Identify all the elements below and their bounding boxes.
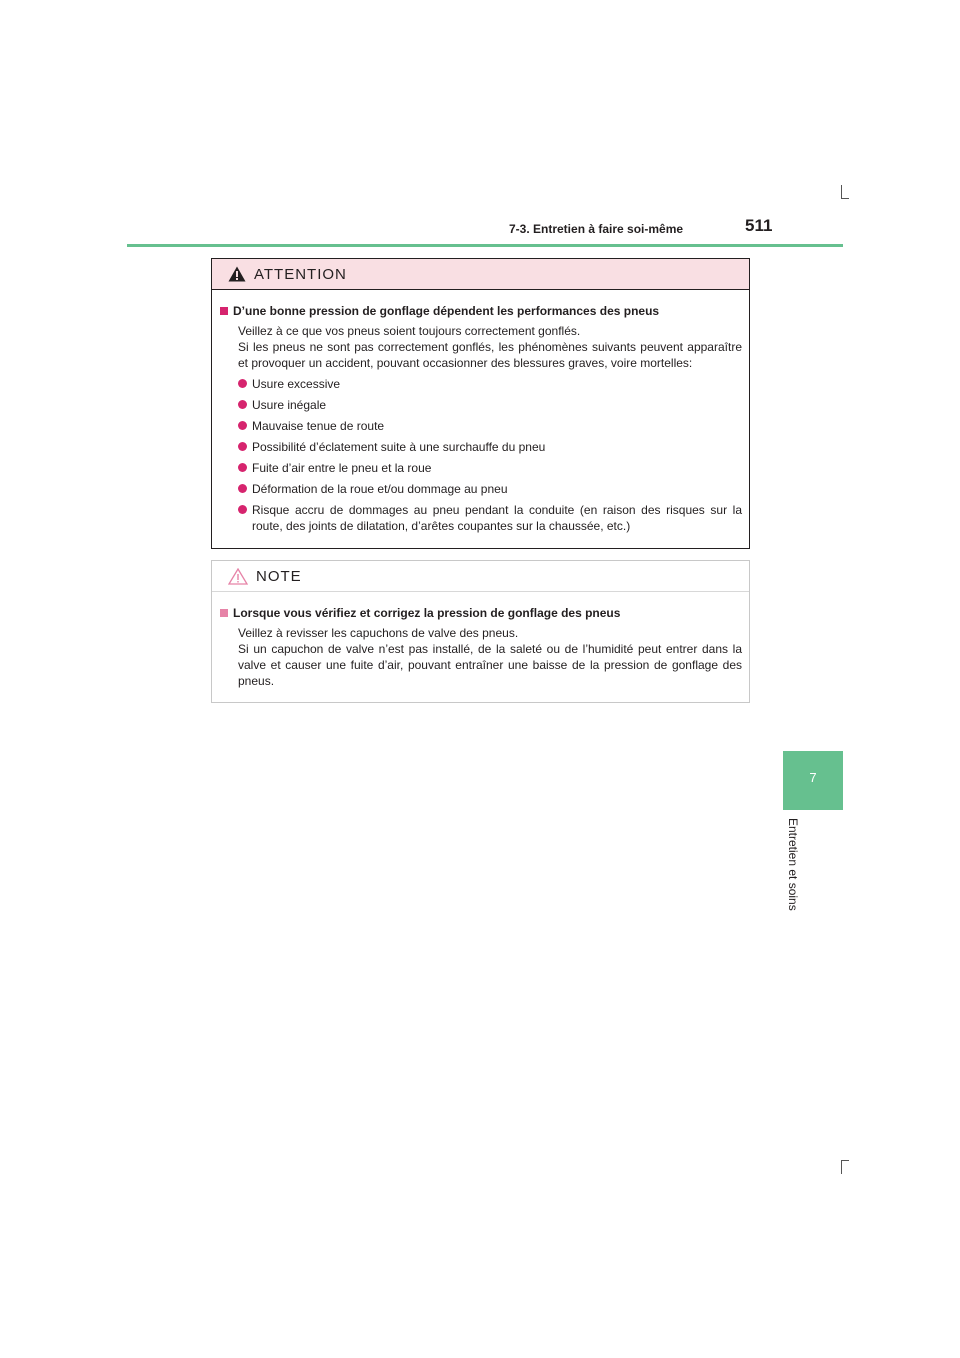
attention-subheading <box>219 303 742 319</box>
list-item <box>219 397 742 413</box>
warning-triangle-outline-icon <box>228 568 248 585</box>
list-item <box>219 502 742 534</box>
crop-mark-bottom <box>841 1160 842 1174</box>
attention-bullet-list <box>219 376 742 534</box>
list-item <box>219 481 742 497</box>
crop-mark-bottom-tick <box>841 1160 849 1161</box>
bullet-text: Déformation de la roue et/ou dommage au pneu <box>252 482 508 496</box>
square-bullet-icon <box>220 307 228 315</box>
round-bullet-icon <box>238 442 247 451</box>
bullet-text: Usure inégale <box>252 398 327 412</box>
bullet-text: Mauvaise tenue de route <box>252 419 385 433</box>
section-title: 7-3. Entretien à faire soi-même <box>509 222 684 236</box>
paragraph-line: Si un capuchon de valve n’est pas installé, de la saleté ou de l’humidité peut entrer dans la valve et causer une fuite d’air, pouvant entraîner une baisse de la pression de gonflage des pneus. <box>238 642 742 688</box>
bullet-text: Usure excessive <box>252 377 341 391</box>
round-bullet-icon <box>238 400 247 409</box>
note-header <box>212 561 749 592</box>
round-bullet-icon <box>238 484 247 493</box>
note-heading: NOTE <box>256 567 302 585</box>
page-header <box>0 0 960 250</box>
round-bullet-icon <box>238 463 247 472</box>
note-paragraph <box>219 625 742 689</box>
list-item <box>219 418 742 434</box>
bullet-text: Risque accru de dommages au pneu pendant la conduite (en raison des risques sur la route, des joints de dilatation, d’arêtes coupantes sur la chaussée, etc.) <box>252 503 742 533</box>
attention-heading: ATTENTION <box>254 265 347 283</box>
warning-triangle-filled-icon <box>228 266 246 282</box>
header-rule <box>127 244 843 247</box>
note-box <box>211 560 750 703</box>
chapter-number: 7 <box>809 770 817 785</box>
bullet-text: Possibilité d’éclatement suite à une surchauffe du pneu <box>252 440 546 454</box>
paragraph-line: Veillez à ce que vos pneus soient toujours correctement gonflés. <box>238 324 581 338</box>
round-bullet-icon <box>238 421 247 430</box>
round-bullet-icon <box>238 505 247 514</box>
list-item <box>219 460 742 476</box>
paragraph-line: Si les pneus ne sont pas correctement gonflés, les phénomènes suivants peuvent apparaître et provoquer un accident, pouvant occasionner des blessures graves, voire mortelles: <box>238 340 742 370</box>
note-subheading <box>219 605 742 621</box>
list-item <box>219 439 742 455</box>
chapter-tab <box>783 751 843 810</box>
attention-paragraph <box>219 323 742 371</box>
bullet-text: Fuite d’air entre le pneu et la roue <box>252 461 432 475</box>
paragraph-line: Veillez à revisser les capuchons de valve des pneus. <box>238 626 519 640</box>
attention-header <box>212 259 749 290</box>
page-number: 511 <box>745 216 773 235</box>
chapter-label: Entretien et soins <box>786 818 800 911</box>
attention-body <box>212 290 749 534</box>
square-bullet-icon <box>220 609 228 617</box>
note-subheading-text: Lorsque vous vérifiez et corrigez la pression de gonflage des pneus <box>233 606 621 620</box>
list-item <box>219 376 742 392</box>
round-bullet-icon <box>238 379 247 388</box>
attention-subheading-text: D’une bonne pression de gonflage dépendent les performances des pneus <box>233 304 660 318</box>
note-body <box>212 592 749 689</box>
attention-box <box>211 258 750 549</box>
